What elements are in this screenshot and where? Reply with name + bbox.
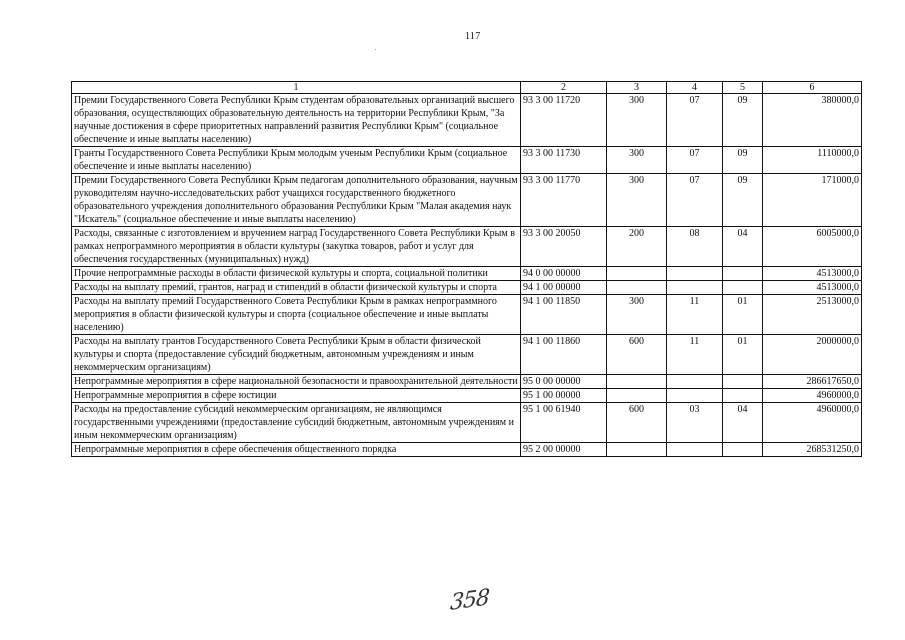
table-row	[72, 403, 862, 443]
cell-code: 93 3 00 11730	[521, 147, 607, 174]
cell-subsection	[723, 375, 763, 389]
cell-amount: 4513000,0	[763, 267, 862, 281]
table-row	[72, 281, 862, 295]
table-header-row	[72, 82, 862, 94]
page-number: 117	[465, 31, 481, 42]
cell-code: 94 1 00 11850	[521, 295, 607, 335]
cell-subsection	[723, 281, 763, 295]
header-cell: 5	[723, 82, 763, 94]
scan-speck	[375, 49, 376, 50]
header-cell: 4	[667, 82, 723, 94]
cell-name: Расходы на выплату премий Государственного Совета Республики Крым в рамках непрограммного мероприятия в области физической культуры и спорта (социальное обеспечение и иные выплаты населению)	[72, 295, 521, 335]
cell-section: 08	[667, 227, 723, 267]
table-row	[72, 335, 862, 375]
cell-expense-type: 600	[607, 403, 667, 443]
cell-subsection: 09	[723, 147, 763, 174]
cell-expense-type: 300	[607, 174, 667, 227]
table-row	[72, 389, 862, 403]
cell-code: 95 1 00 00000	[521, 389, 607, 403]
cell-expense-type: 300	[607, 94, 667, 147]
cell-code: 95 0 00 00000	[521, 375, 607, 389]
cell-subsection: 01	[723, 335, 763, 375]
cell-subsection: 01	[723, 295, 763, 335]
table-row	[72, 443, 862, 457]
handwritten-signature: 358	[449, 585, 490, 616]
cell-subsection: 09	[723, 94, 763, 147]
table-row	[72, 227, 862, 267]
cell-subsection	[723, 267, 763, 281]
cell-code: 95 2 00 00000	[521, 443, 607, 457]
budget-table	[71, 81, 862, 457]
cell-name: Непрограммные мероприятия в сфере юстиции	[72, 389, 521, 403]
cell-section: 07	[667, 174, 723, 227]
table-row	[72, 147, 862, 174]
cell-code: 93 3 00 11720	[521, 94, 607, 147]
table-row	[72, 174, 862, 227]
cell-amount: 6005000,0	[763, 227, 862, 267]
cell-code: 93 3 00 20050	[521, 227, 607, 267]
cell-section: 03	[667, 403, 723, 443]
cell-expense-type	[607, 389, 667, 403]
table-row	[72, 94, 862, 147]
cell-amount: 4960000,0	[763, 403, 862, 443]
cell-name: Гранты Государственного Совета Республики Крым молодым ученым Республики Крым (социальное обеспечение и иные выплаты населению)	[72, 147, 521, 174]
cell-subsection: 04	[723, 227, 763, 267]
cell-amount: 380000,0	[763, 94, 862, 147]
cell-subsection: 04	[723, 403, 763, 443]
cell-expense-type: 600	[607, 335, 667, 375]
header-cell: 2	[521, 82, 607, 94]
cell-expense-type	[607, 375, 667, 389]
cell-section	[667, 389, 723, 403]
cell-name: Премии Государственного Совета Республики Крым педагогам дополнительного образования, научным руководителям научно-исследовательских работ учащихся государственного бюджетного образовательного учреждения дополнительного образования Республики Крым "Малая академия наук "Искатель" (социальное обеспечение и иные выплаты населению)	[72, 174, 521, 227]
cell-name: Расходы на предоставление субсидий некоммерческим организациям, не являющимся государственными учреждениями (предоставление субсидий бюджетным, автономным учреждениям и иным некоммерческим организациям)	[72, 403, 521, 443]
cell-expense-type	[607, 443, 667, 457]
cell-name: Непрограммные мероприятия в сфере национальной безопасности и правоохранительной деятельности	[72, 375, 521, 389]
cell-amount: 4513000,0	[763, 281, 862, 295]
cell-name: Расходы, связанные с изготовлением и вручением наград Государственного Совета Республики Крым в рамках непрограммного мероприятия в области культуры (закупка товаров, работ и услуг для обеспечения государственных (муниципальных) нужд)	[72, 227, 521, 267]
cell-expense-type	[607, 267, 667, 281]
cell-code: 93 3 00 11770	[521, 174, 607, 227]
cell-amount: 286617650,0	[763, 375, 862, 389]
cell-expense-type: 300	[607, 295, 667, 335]
cell-section: 07	[667, 94, 723, 147]
cell-section: 07	[667, 147, 723, 174]
cell-subsection	[723, 389, 763, 403]
cell-name: Премии Государственного Совета Республики Крым студентам образовательных организаций высшего образования, осуществляющих образовательную деятельность на территории Республики Крым, "За научные достижения в сфере приоритетных направлений развития Республики Крым" (социальное обеспечение и иные выплаты населению)	[72, 94, 521, 147]
cell-code: 94 1 00 00000	[521, 281, 607, 295]
cell-section: 11	[667, 335, 723, 375]
header-cell: 1	[72, 82, 521, 94]
cell-amount: 171000,0	[763, 174, 862, 227]
cell-subsection	[723, 443, 763, 457]
cell-amount: 268531250,0	[763, 443, 862, 457]
header-cell: 6	[763, 82, 862, 94]
cell-amount: 4960000,0	[763, 389, 862, 403]
budget-table-body	[72, 82, 862, 457]
cell-section	[667, 443, 723, 457]
cell-section	[667, 267, 723, 281]
cell-amount: 1110000,0	[763, 147, 862, 174]
cell-name: Непрограммные мероприятия в сфере обеспечения общественного порядка	[72, 443, 521, 457]
cell-name: Расходы на выплату грантов Государственного Совета Республики Крым в области физической культуры и спорта (предоставление субсидий бюджетным, автономным учреждениям и иным некоммерческим организациям)	[72, 335, 521, 375]
cell-code: 95 1 00 61940	[521, 403, 607, 443]
cell-section: 11	[667, 295, 723, 335]
cell-section	[667, 375, 723, 389]
cell-expense-type: 300	[607, 147, 667, 174]
header-cell: 3	[607, 82, 667, 94]
cell-subsection: 09	[723, 174, 763, 227]
cell-name: Прочие непрограммные расходы в области физической культуры и спорта, социальной политики	[72, 267, 521, 281]
cell-expense-type: 200	[607, 227, 667, 267]
table-row	[72, 267, 862, 281]
table-row	[72, 375, 862, 389]
cell-expense-type	[607, 281, 667, 295]
cell-code: 94 1 00 11860	[521, 335, 607, 375]
cell-section	[667, 281, 723, 295]
table-row	[72, 295, 862, 335]
cell-amount: 2000000,0	[763, 335, 862, 375]
cell-code: 94 0 00 00000	[521, 267, 607, 281]
cell-name: Расходы на выплату премий, грантов, наград и стипендий в области физической культуры и спорта	[72, 281, 521, 295]
cell-amount: 2513000,0	[763, 295, 862, 335]
